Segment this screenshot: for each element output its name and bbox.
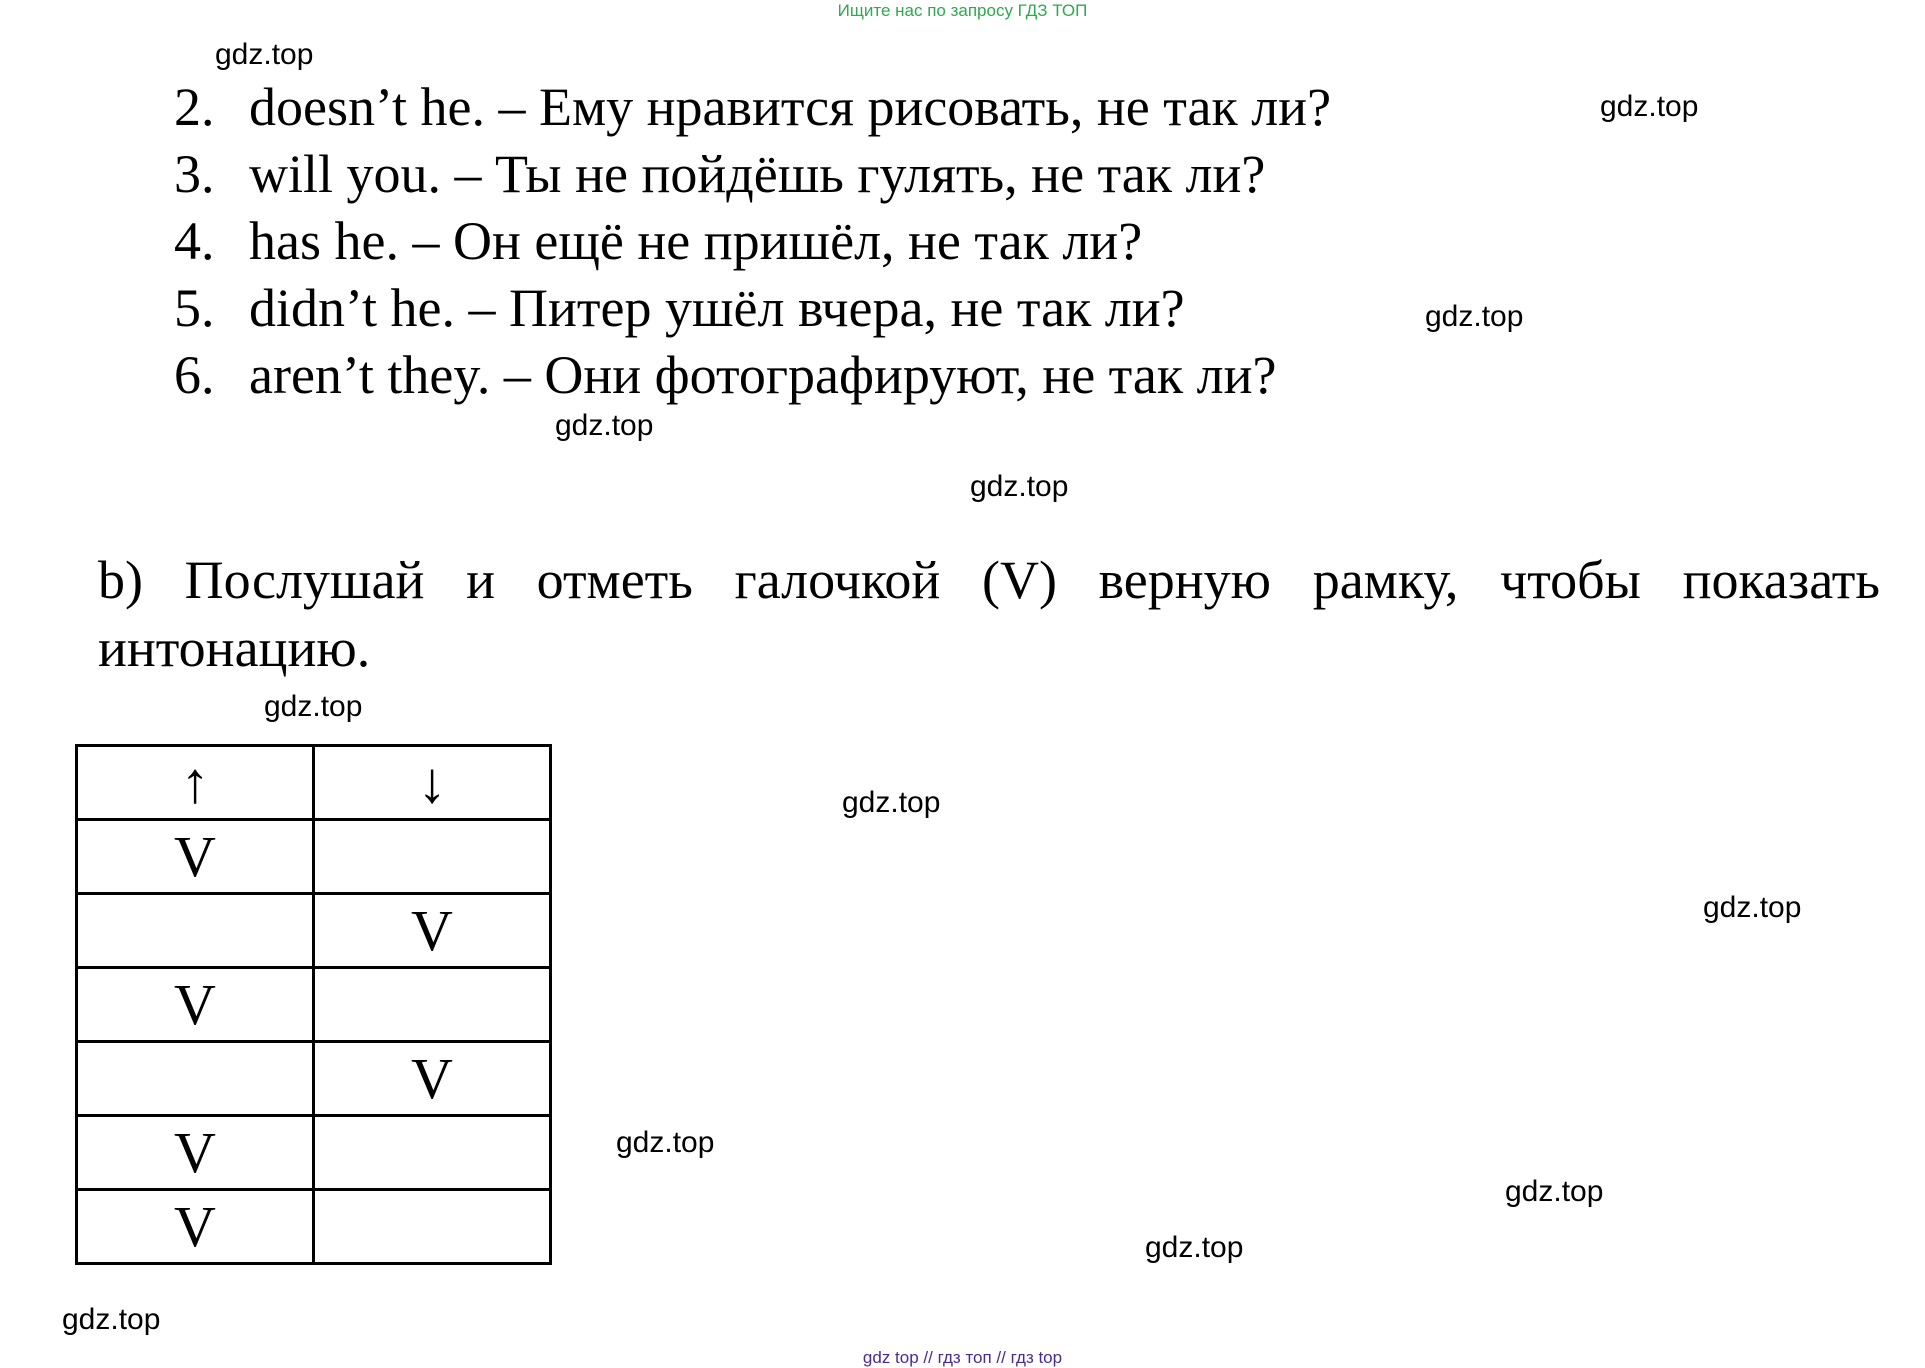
table-cell: V bbox=[77, 1116, 314, 1190]
table-row bbox=[77, 820, 551, 894]
watermark: gdz.top bbox=[62, 1303, 161, 1336]
falling-arrow-icon: ↓ bbox=[314, 746, 551, 820]
table-row bbox=[77, 894, 551, 968]
watermark: gdz.top bbox=[215, 38, 314, 71]
watermark: gdz.top bbox=[555, 409, 654, 442]
rising-arrow-icon: ↑ bbox=[77, 746, 314, 820]
item-text: doesn’t he. – Ему нравится рисовать, не так ли? bbox=[249, 77, 1332, 137]
list-item bbox=[174, 342, 1331, 409]
table-cell bbox=[77, 1042, 314, 1116]
table-cell: V bbox=[314, 894, 551, 968]
intonation-table bbox=[75, 744, 552, 1265]
table-cell bbox=[314, 820, 551, 894]
table-cell bbox=[314, 1190, 551, 1264]
watermark: gdz.top bbox=[616, 1126, 715, 1159]
table-cell bbox=[77, 894, 314, 968]
table-row bbox=[77, 968, 551, 1042]
item-number: 3. bbox=[174, 144, 215, 204]
watermark: gdz.top bbox=[264, 690, 363, 723]
item-text: has he. – Он ещё не пришёл, не так ли? bbox=[249, 211, 1143, 271]
table-row bbox=[77, 1116, 551, 1190]
table-cell: V bbox=[77, 968, 314, 1042]
table-row bbox=[77, 1190, 551, 1264]
table-header-row bbox=[77, 746, 551, 820]
task-instruction: b) Послушай и отметь галочкой (V) верную рамку, чтобы показать интонацию. bbox=[98, 550, 1880, 678]
watermark: gdz.top bbox=[842, 786, 941, 819]
list-item bbox=[174, 275, 1331, 342]
watermark: gdz.top bbox=[1145, 1231, 1244, 1264]
item-number: 6. bbox=[174, 345, 215, 405]
item-number: 2. bbox=[174, 77, 215, 137]
watermark: gdz.top bbox=[1600, 90, 1699, 123]
item-number: 5. bbox=[174, 278, 215, 338]
table-cell bbox=[314, 1116, 551, 1190]
footer-links[interactable]: gdz top // гдз топ // гдз top bbox=[862, 1348, 1063, 1367]
table-row bbox=[77, 1042, 551, 1116]
watermark: gdz.top bbox=[1703, 891, 1802, 924]
watermark: gdz.top bbox=[1425, 300, 1524, 333]
item-text: didn’t he. – Питер ушёл вчера, не так ли? bbox=[249, 278, 1185, 338]
list-item bbox=[174, 141, 1331, 208]
top-banner-link[interactable]: Ищите нас по запросу ГДЗ ТОП bbox=[837, 1, 1088, 20]
table-cell: V bbox=[77, 820, 314, 894]
watermark: gdz.top bbox=[970, 470, 1069, 503]
table-cell bbox=[314, 968, 551, 1042]
table-cell: V bbox=[314, 1042, 551, 1116]
watermark: gdz.top bbox=[1505, 1175, 1604, 1208]
answer-list bbox=[174, 74, 1331, 409]
list-item bbox=[174, 208, 1331, 275]
list-item bbox=[174, 74, 1331, 141]
item-text: aren’t they. – Они фотографируют, не так ли? bbox=[249, 345, 1277, 405]
table-cell: V bbox=[77, 1190, 314, 1264]
item-number: 4. bbox=[174, 211, 215, 271]
item-text: will you. – Ты не пойдёшь гулять, не так ли? bbox=[249, 144, 1266, 204]
